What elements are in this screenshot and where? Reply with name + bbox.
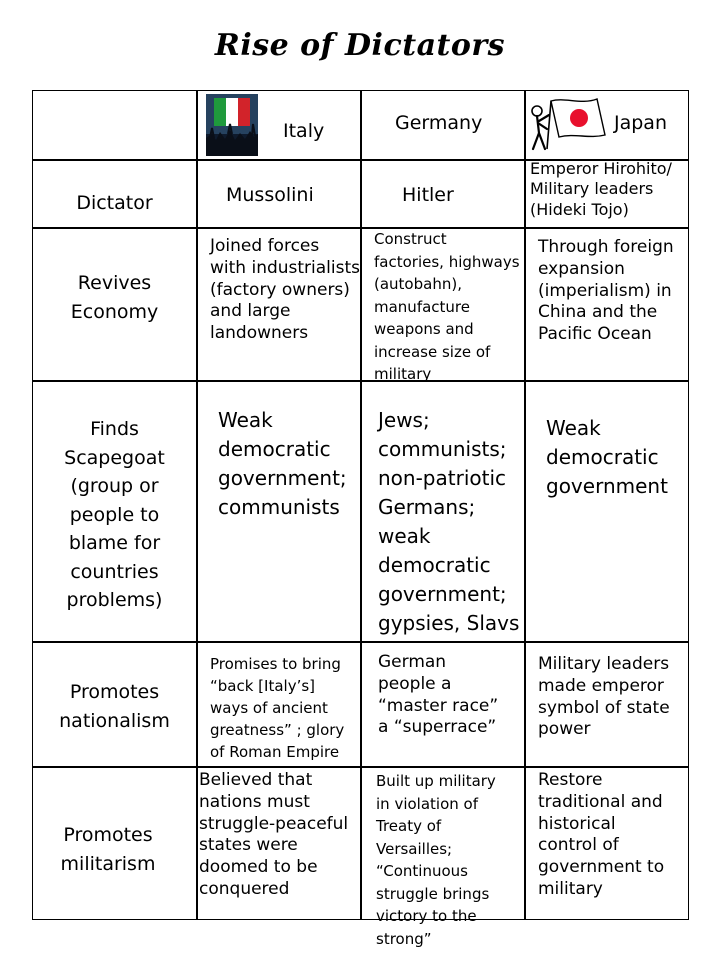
dictator-germany: Hitler xyxy=(402,184,454,206)
column-divider xyxy=(196,91,198,919)
scapegoat-italy: Weak democratic government; communists xyxy=(218,408,347,519)
row-label-dictator: Dictator xyxy=(76,192,153,214)
nationalism-germany: German people a “master race” a “superrace” xyxy=(378,652,499,738)
nationalism-japan: Military leaders made emperor symbol of state power xyxy=(538,654,670,740)
row-divider xyxy=(33,641,688,643)
row-label-nationalism: Promotes nationalism xyxy=(59,681,170,732)
militarism-italy: Believed that nations must struggle-peaceful states were doomed to be conquered xyxy=(199,770,349,899)
column-divider xyxy=(524,91,526,919)
scapegoat-germany: Jews; communists; non-patriotic Germans; weak democratic government; gypsies, Slavs xyxy=(378,408,520,635)
page-title: Rise of Dictators xyxy=(214,28,506,63)
column-divider xyxy=(360,91,362,919)
row-divider xyxy=(33,766,688,768)
header-italy: Italy xyxy=(283,120,325,142)
nationalism-italy: Promises to bring “back [Italy’s] ways of ancient greatness” ; glory of Roman Empire xyxy=(210,655,345,761)
row-label-economy: Revives Economy xyxy=(70,272,159,323)
scapegoat-japan: Weak democratic government xyxy=(546,416,668,498)
militarism-germany: Built up military in violation of Treaty of Versailles; “Continuous struggle brings victory to the strong” xyxy=(376,772,496,948)
header-germany: Germany xyxy=(395,112,483,134)
japanese-flag-bearer-icon xyxy=(525,93,607,157)
economy-italy: Joined forces with industrialists (factory owners) and large landowners xyxy=(210,236,361,343)
comparison-table xyxy=(32,90,689,948)
italian-flag-crowd-icon xyxy=(206,94,258,156)
dictator-japan: Emperor Hirohito/ Military leaders (Hideki Tojo) xyxy=(530,159,672,219)
economy-germany: Construct factories, highways (autobahn), manufacture weapons and increase size of military xyxy=(374,230,520,383)
militarism-japan: Restore traditional and historical control of government to military xyxy=(538,770,665,899)
row-divider xyxy=(33,380,688,382)
row-label-scapegoat: Finds Scapegoat (group or people to blame for countries problems) xyxy=(64,418,165,611)
economy-japan: Through foreign expansion (imperialism) in China and the Pacific Ocean xyxy=(538,237,674,344)
dictator-italy: Mussolini xyxy=(226,184,314,206)
row-divider xyxy=(33,227,688,229)
row-label-militarism: Promotes militarism xyxy=(60,824,156,875)
header-japan: Japan xyxy=(614,112,667,134)
